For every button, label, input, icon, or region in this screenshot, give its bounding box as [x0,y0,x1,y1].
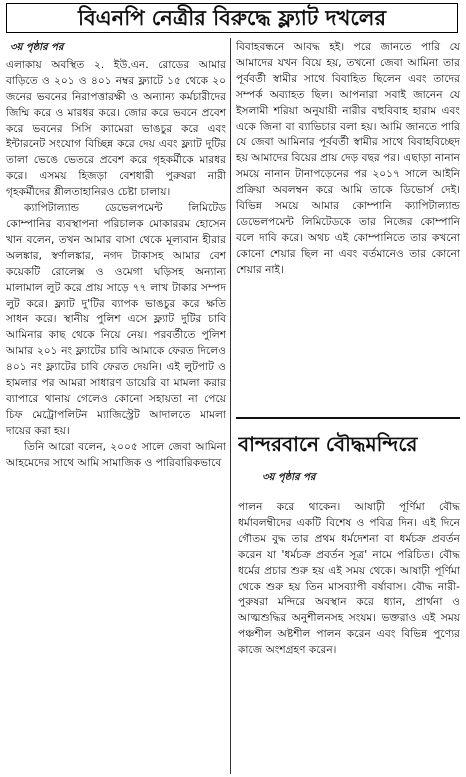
column-divider [230,38,231,774]
article-paragraph: ক্যাপিটাল্যান্ড ডেভেলপমেন্ট লিমিটেড কোম্পানির ব্যবস্থাপনা পরিচালক মোকাররম হোসেন খান বলেন, তখন আমার বাসা থেকে মূল্যবান হীরার অলঙ্কার, স্বর্ণালঙ্কার, নগদ টাকাসহ আমার বেশ কয়েকটি রোলেক্স ও ওমেগা ঘড়িসহ অন্যান্য মালামাল লুট করে প্রায় সাড়ে ৭৭ লাখ টাকার সম্পদ লুট করে। ফ্ল্যাট দু'টির ব্যাপক ভাঙচুর করে ক্ষতি সাধন করে। স্থানীয় পুলিশ এসে ফ্ল্যাট দুটির চাবি আমিনার কাছ থেকে নিয়ে নেয়। পরবর্তীতে পুলিশ আমার ২০১ নং ফ্ল্যাটের চাবি আমাকে ফেরত দিলেও ৪০১ নং ফ্ল্যাটের চাবি ফেরত দেয়নি। এই লুটপাট ও হামলার পর আমরা সাধারণ ডায়েরি বা মামলা করার ব্যাপারে থানায় গেলেও কোনো সহায়তা না পেয়ে চিফ মেট্রোপলিটন ম্যাজিস্ট্রেট আদালতে মামলা দায়ের করা হয়। [6,202,226,437]
article-paragraph: তিনি আরো বলেন, ২০০৫ সালে জেবা আমিনা আহমেদের সাথে আমি সামাজিক ও পারিবারিকভাবে [6,440,226,469]
article-paragraph: এলাকায় অবস্থিত ২. ইউ.এন. রোডের আমার বাড়িতে ও ২০১ ও ৪০১ নম্বর ফ্ল্যাটে ১৫ থেকে ২০ জনের ভবনের নিরাপত্তারক্ষী ও অন্যান্য কর্মচারীদের জিম্মি করে ও মারধর করে। জোর করে ভবনে প্রবেশ করে ভবনের সিসি ক্যামেরা ভাঙচুর করে এবং ইন্টারনেট সংযোগ বিচ্ছিন্ন করে দেয় এবং ফ্ল্যাট দুটির তালা ভেঙে ভেতরে প্রবেশ করে গৃহকর্মীকে মারধর করে। এসময় হিজড়া বেশধারী পুরুষরা নারী গৃহকর্মীদের শ্লীলতাহানিরও চেষ্টা চালায়। [6,58,226,199]
article-paragraph: বিবাহবন্ধনে আবদ্ধ হই। পরে জানতে পারি যে আমাদের যখন বিয়ে হয়, তখনো জেবা আমিনা তার পূর্ববর্তী স্বামীর সাথে বিবাহিত ছিলেন এবং তাদের সম্পর্ক অব্যাহত ছিল। আপনারা সবাই জানেন যে ইসলামী শরিয়া অনুযায়ী নারীর বহুবিবাহ হারাম এবং একে জিনা বা ব্যাভিচার বলা হয়। আমি জানতে পারি যে জেবা আমিনার পূর্ববর্তী স্বামীর সাথে বিবাহবিচ্ছেদ হয় আমাদের বিয়ের প্রায় দেড় বছর পর। এছাড়া নানান সময়ে নানান টানাপড়েনের পর ২০১৭ সালে আইনি প্রক্রিয়া অবলম্বন করে আমি তাকে ডিভোর্স দেই। বিভিন্ন সময়ে আমার কোম্পানি ক্যাপিটাল্যান্ড ডেভেলপমেন্ট লিমিটেডকে তার নিজের কোম্পানি বলে দাবি করে। অথচ এই কোম্পানিতে তার কখনো কোনো শেয়ার ছিল না এবং বর্তমানেও তার কোনো শেয়ার নাই। [236,41,460,276]
continued-from-label: ৩য় পৃষ্ঠার পর [262,472,316,483]
article-column-right [236,40,460,279]
second-article-headline: বান্দরবানে বৌদ্ধমন্দিরে [238,432,418,456]
article-column-left [6,40,226,471]
article-paragraph: পালন করে থাকেন। আষাঢ়ী পূর্ণিমা বৌদ্ধ ধর্মাবলম্বীদের একটি বিশেষ ও পবিত্র দিন। এই দিনে গৌতম বুদ্ধ তার প্রথম ধর্মদেশনা বা ধর্মচক্র প্রবর্তন করেন যা 'ধর্মচক্র প্রবর্তন সূত্র' নামে পরিচিত। বৌদ্ধ ধর্মের প্রচার শুরু হয় এই সময় থেকে। আষাঢ়ী পূর্ণিমা থেকে শুরু হয় তিন মাসব্যাপী বর্ষাবাস। বৌদ্ধ নারী-পুরুষরা মন্দিরে অবস্থান করে ধ্যান, প্রার্থনা ও আত্মশুদ্ধির অনুশীলনসহ সংযম। ভক্তরাও এই সময় পঞ্চশীল অষ্টশীল পালন করেন এবং বিভিন্ন পুণ্যের কাজে অংশগ্রহণ করেন। [238,501,460,657]
second-article-column [238,500,460,659]
continued-from-label: ৩য় পৃষ্ঠার পর [10,42,64,53]
article-separator [236,417,460,419]
article-headline: বিএনপি নেত্রীর বিরুদ্ধে ফ্ল্যাট দখলের [6,3,458,33]
